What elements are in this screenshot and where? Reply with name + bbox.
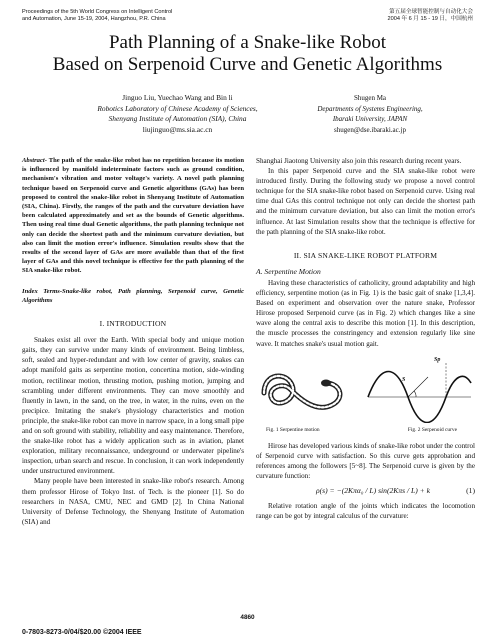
figure-illustrations [256,353,475,423]
index-terms: Index Terms-Snake-like robot, Path planning, Serpenoid curve, Genetic Algorithms [22,287,244,304]
affiliation: Ibaraki University, JAPAN [332,115,408,123]
right-column [256,156,475,521]
affiliation: Robotics Laboratory of Chinese Academy of Sciences, [97,103,258,113]
equation-1 [256,481,475,501]
paragraph: Shanghai Jiaotong University also join this research during recent years. [256,157,462,165]
author-names: Jinguo Liu, Yuechao Wang and Bin li [122,93,233,102]
paragraph: Many people have been interested in snake-like robot's research. Among them professor Hirose of Tokyo Inst. of Tech. is the pioneer [1]. So do researchers in NASA, CMU, NEC and GMD [2]. In China National University of Defense Technology, the Shenyang Institute of Automation (SIA) and [22,477,244,526]
affiliation: Departments of Systems Engineering, [317,104,423,113]
author-email: liujinguo@ms.sia.ac.cn [142,124,213,134]
equation-body: ρ(s) = −(2Kπα₀ / L) sin(2Kπs / L) + k [316,486,431,496]
conference-header-chinese [388,9,474,23]
figure-caption: Fig. 1 Serpentine motion [266,426,320,433]
header-line: Proceedings of the 5th World Congress on Intelligent Control [22,9,173,15]
title-line: Path Planning of a Snake-like Robot [108,32,387,53]
paragraph: Having these characteristics of catholicity, ground adaptability and high efficiency, serpentine motion (as in Fig. 1) is the basic gait of snake [1,3,4]. Based on experiment and observation over the nature snake, Professor Hirose proposed Serpenoid curve (as in Fig. 2) which changes like a sine wave along the central axis to describe this motion [1]. In this description, the muscle processes the constringency and extension regularly like sine wave. It matches snake's usual motion gait. [256,278,475,348]
fig-label-s: S [402,376,406,383]
paragraph: In this paper Serpenoid curve and the SIA snake-like robot were introduced firstly. During the following study we propose a novel control technique for the SIA snake-like robot based on Serpenoid curve. Using real time dual GAs this control technique not only can decide the shortest path and the minimum curvature deviation, but also can limit the motion error's influence. At last Simulation results show that the technique is effective for the path planning of the SIA snake-like robot. [256,167,475,236]
paragraph: Relative rotation angle of the joints which indicates the locomotion range can be got by integral calculus of the curvature: [256,502,475,521]
abstract-label: Abstract [22,157,45,164]
header-line: 2004 年 6 月 15 - 19 日，中国杭州 [387,16,473,22]
title-line: Based on Serpenoid Curve and Genetic Algorithms [52,54,443,75]
author-names: Shugen Ma [353,94,387,102]
affiliation: Shenyang Institute of Automation (SIA), China [108,114,247,123]
section-heading: II. SIA SNAKE-LIKE ROBOT PLATFORM [293,250,438,260]
author-email: shugen@dse.ibaraki.ac.jp [334,125,406,134]
paragraph: Snakes exist all over the Earth. With special body and unique motion gaits, they can survive under many kinds of environment. Being limbless, soft, sealed and hyper-redundant and with low center of gravity, snakes can adopt manifold gaits as serpentine motion, concertina motion, side-winding motion, rectilinear motion, thrusting motion, pushing motion, jumping and scrambling under different environments. They can move smoothly and fluently in lawn, in the sand, on the tree, in water, in the ruins, even on the precipice. Imitating the snake's physiology characteristics and motion principle, the snake-like robot can move in narrow space, in a long small pipe and on soft ground with stability, reliability and easy maintenance. Therefore, the snake-like robot has a widely application such as in aviation, planet exploration, military reconnaissance, underground or underwater pipeline's inspection, urban search and rescue. In conclusion, it can work independently under unstructured environment. [22,336,244,476]
ieee-copyright-footer: 0-7803-8273-0/04/$20.00 ©2004 IEEE [22,629,142,636]
abstract-text: - The path of the snake-like robot has no repetition because its motion is influenced by manifold indeterminate factors such as ground condition, mechanism's vibration and motor voltage's variety. A novel path planning technique based on Serpenoid curve and Genetic algorithms (GAs) has been proposed to control the snake-like robot in Shenyang Institute of Automation (SIA, China). Firstly, the ranges of the path and the curvature deviation have been calculated approximately and set as the bounds of Genetic algorithms. Then using real time dual Genetic algorithms, the path planning technique not only can decide the shortest path and the minimum curvature deviation, but also can limit the motion error's influence. Simulation results show that the results of the second layer of GAs are more available than that of the first layer of GAs and this novel technique is effective for the path planning of the SIA snake-like robot. [22,157,244,275]
section-heading: I. INTRODUCTION [99,319,167,329]
equation-number: (1) [466,486,475,496]
serpenoid-curve-figure [368,363,471,423]
serpentine-snake-figure [264,376,340,407]
figure-captions [256,425,475,435]
paragraph: Hirose has developed various kinds of snake-like robot under the control of Serpenoid curve with satisfaction. So this curve gets approbation and references among the followers [5~8]. The Serpenoid curve is given by the curvature function: [256,441,475,480]
header-line: 第五届全球智能控制与自动化大会 [389,9,473,15]
author-block-1 [60,93,295,135]
figure-caption: Fig. 2 Serpenoid curve [407,426,457,433]
abstract [22,156,244,276]
subsection-heading: A. Serpentine Motion [256,266,321,276]
fig-label-sp: Sp [434,356,441,363]
header-line: and Automation, June 15-19, 2004, Hangzhou, P.R. China [22,16,166,22]
paper-title [0,32,495,76]
conference-header [22,9,172,23]
figures-row [256,353,475,423]
page-number: 4860 [240,614,255,621]
left-column [22,156,244,527]
author-block-2 [300,93,440,135]
